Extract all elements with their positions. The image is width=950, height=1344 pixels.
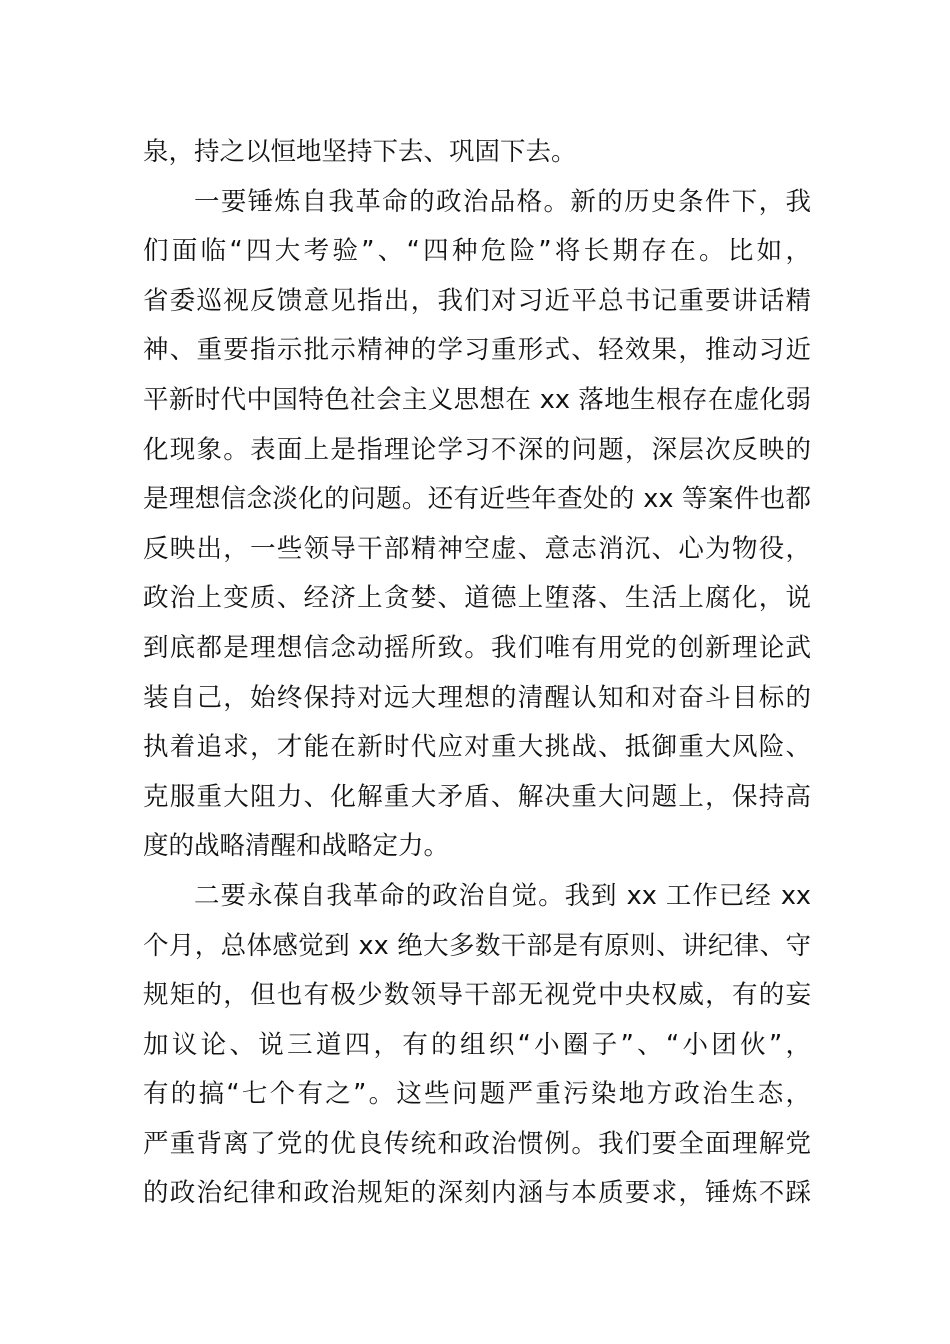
text-line: 泉，持之以恒地坚持下去、巩固下去。 [143,137,577,167]
text-line: 平新时代中国特色社会主义思想在 xx 落地生根存在虚化弱 [143,384,811,415]
text-line: 们面临“四大考验”、“四种危险”将长期存在。比如， [143,236,811,267]
text-line: 反映出，一些领导干部精神空虚、意志消沉、心为物役， [143,533,811,564]
paragraph-first-line: 一要锤炼自我革命的政治品格。新的历史条件下，我 [194,186,811,217]
text-line: 严重背离了党的优良传统和政治惯例。我们要全面理解党 [143,1128,811,1159]
text-line: 省委巡视反馈意见指出，我们对习近平总书记重要讲话精 [143,285,811,316]
document-body [143,128,811,1219]
text-line: 克服重大阻力、化解重大矛盾、解决重大问题上，保持高 [143,781,811,812]
text-line: 装自己，始终保持对远大理想的清醒认知和对奋斗目标的 [143,682,811,713]
text-line: 政治上变质、经济上贪婪、道德上堕落、生活上腐化，说 [143,583,811,614]
text-line: 是理想信念淡化的问题。还有近些年查处的 xx 等案件也都 [143,484,811,515]
paragraph-first-line: 二要永葆自我革命的政治自觉。我到 xx 工作已经 xx [194,880,811,911]
text-line: 到底都是理想信念动摇所致。我们唯有用党的创新理论武 [143,632,811,663]
text-line: 有的搞“七个有之”。这些问题严重污染地方政治生态， [143,1079,811,1110]
text-line: 规矩的，但也有极少数领导干部无视党中央权威，有的妄 [143,980,811,1011]
text-line: 度的战略清醒和战略定力。 [143,831,450,862]
text-line: 个月，总体感觉到 xx 绝大多数干部是有原则、讲纪律、守 [143,930,811,961]
text-line: 执着追求，才能在新时代应对重大挑战、抵御重大风险、 [143,732,811,763]
text-line: 加议论、说三道四，有的组织“小圈子”、“小团伙”， [143,1029,811,1060]
text-line: 的政治纪律和政治规矩的深刻内涵与本质要求，锤炼不踩 [143,1178,811,1209]
text-line: 化现象。表面上是指理论学习不深的问题，深层次反映的 [143,434,811,465]
text-line: 神、重要指示批示精神的学习重形式、轻效果，推动习近 [143,335,811,366]
